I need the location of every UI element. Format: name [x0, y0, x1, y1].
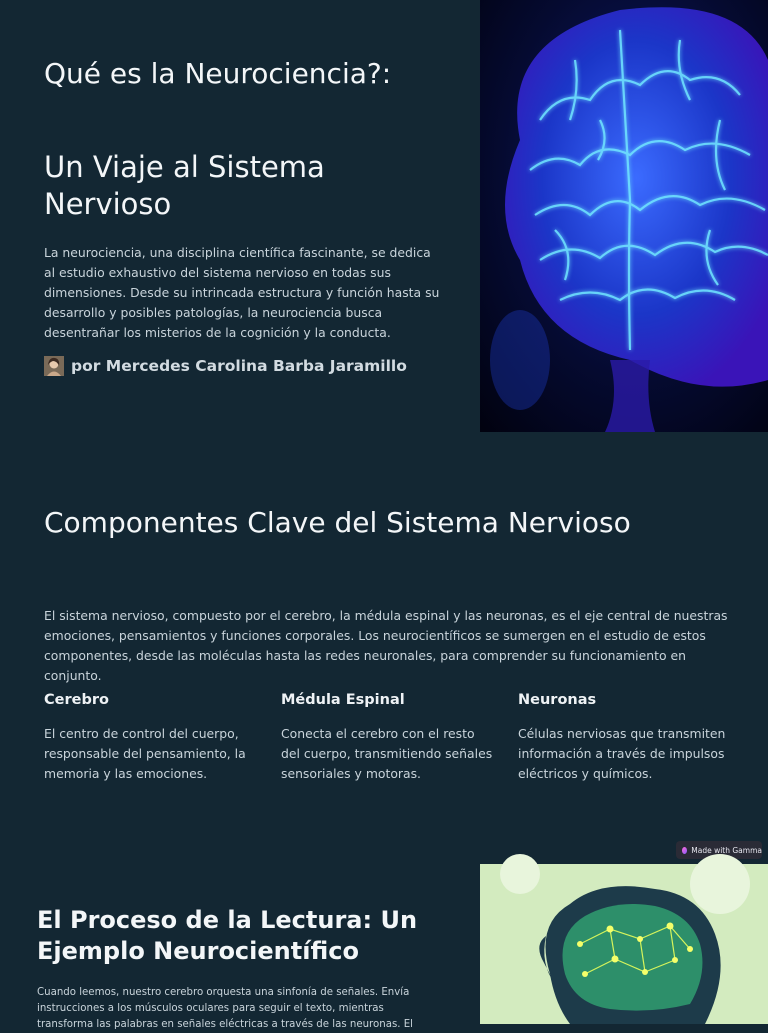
card-text: Células nerviosas que transmiten información a través de impulsos eléctricos y químicos.: [518, 726, 726, 781]
hero-title: Un Viaje al Sistema Nervioso: [44, 150, 325, 221]
reading-title: El Proceso de la Lectura: Un Ejemplo Neurocientífico: [37, 906, 418, 965]
card-title: Neuronas: [518, 692, 597, 708]
glowing-brain-image: [480, 0, 768, 432]
card-text: El centro de control del cuerpo, responsable del pensamiento, la memoria y las emociones.: [44, 726, 246, 781]
reading-description: Cuando leemos, nuestro cerebro orquesta una sinfonía de señales. Envía instrucciones a los músculos oculares para seguir el texto, mientras transforma las palabras en señales eléctricas a través de las neuronas. El: [37, 987, 413, 1030]
avatar: [44, 356, 64, 376]
card-neuronas: [518, 690, 730, 784]
gamma-logo-icon: [682, 847, 687, 854]
components-intro: El sistema nervioso, compuesto por el cerebro, la médula espinal y las neuronas, es el eje central de nuestras emociones, pensamientos y funciones corporales. Los neurocientíficos se sumergen en el estudio de estos componentes, desde las moléculas hasta las redes neuronales, para comprender su funcionamiento en conjunto.: [44, 608, 728, 683]
card-medula-espinal: [281, 690, 493, 784]
card-title: Cerebro: [44, 692, 109, 708]
author-name[interactable]: por Mercedes Carolina Barba Jaramillo: [71, 357, 407, 375]
card-cerebro: [44, 690, 256, 784]
hero-description: La neurociencia, una disciplina científica fascinante, se dedica al estudio exhaustivo del sistema nervioso en todas sus dimensiones. Desde su intrincada estructura y función hasta su desarrollo y posibles patologías, la neurociencia busca desentrañar los misterios de la cognición y la conducta.: [44, 245, 440, 340]
hero-kicker: Qué es la Neurociencia?:: [44, 57, 392, 90]
card-title: Médula Espinal: [281, 692, 405, 708]
neural-head-image: [480, 864, 768, 1024]
components-title: Componentes Clave del Sistema Nervioso: [44, 506, 631, 539]
card-text: Conecta el cerebro con el resto del cuerpo, transmitiendo señales sensoriales y motoras.: [281, 726, 493, 781]
badge-label: Made with Gamma: [691, 845, 762, 855]
hero-section: [0, 0, 768, 432]
author-byline: [44, 356, 407, 376]
